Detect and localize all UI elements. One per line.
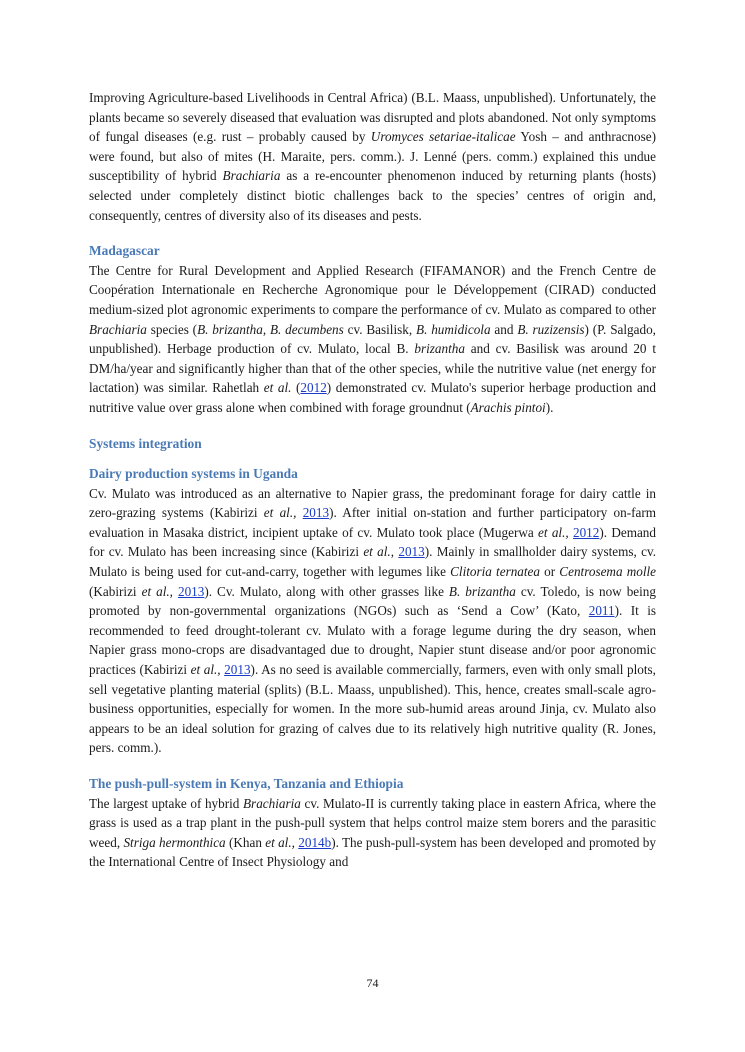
page-number: 74: [366, 976, 379, 990]
section-push-pull: [89, 774, 656, 872]
heading-push-pull: The push-pull-system in Kenya, Tanzania and Ethiopia: [89, 776, 404, 791]
push-pull-paragraph: The largest uptake of hybrid Brachiaria cv. Mulato-II is currently taking place in eastern Africa, where the grass is used as a trap plant in the push-pull system that helps control maize stem borers and the parasitic weed, Striga hermonthica (Khan et al., 2014b). The push-pull-system has been developed and promoted by the International Centre of Insect Physiology and: [89, 795, 656, 870]
citation-link[interactable]: 2013: [177, 583, 205, 599]
citation-link[interactable]: 2013: [398, 544, 425, 560]
uganda-paragraph: Cv. Mulato was introduced as an alternative to Napier grass, the predominant forage for dairy cattle in zero-grazing systems (Kabirizi et al., 2013). After initial on-station and further participatory on-farm evaluation in Masaka district, incipient uptake of cv. Mulato took place (Mugerwa et al., 2012). Demand for cv. Mulato has been increasing since (Kabirizi et al., 2013). Mainly in smallholder dairy systems, cv. Mulato is being used for cut-and-carry, together with legumes like Clitoria ternatea or Centrosema molle (Kabirizi et al., 2013). Cv. Mulato, along with other grasses like B. brizantha cv. Toledo, is now being promoted by non-governmental organizations (NGOs) such as ‘Send a Cow’ (Kato, 2011). It is recommended to feed drought-tolerant cv. Mulato with a forage legume during the dry season, when Napier grass mono-crops are disadvantaged due to drought, Napier stunt disease and/or poor agronomic practices (Kabirizi et al., 2013). As no seed is available commercially, farmers, even with only small plots, sell vegetative planting material (splits) (B.L. Maass, unpublished). This, hence, creates small-scale agro-business opportunities, especially for women. In the more sub-humid areas around Jinja, cv. Mulato also appears to be an ideal solution for grazing of calves due to its relatively high nutritive quality (R. Jones, pers. comm.).: [89, 485, 657, 756]
citation-link[interactable]: 2011: [588, 603, 615, 619]
madagascar-paragraph: The Centre for Rural Development and Applied Research (FIFAMANOR) and the French Centre de Coopération Internationale en Recherche Agronomique pour le Développement (CIRAD) conducted medium-sized plot agronomic experiments to compare the performance of cv. Mulato as compared to other Brachiaria species (B. brizantha, B. decumbens cv. Basilisk, B. humidicola and B. ruzizensis) (P. Salgado, unpublished). Herbage production of cv. Mulato, local B. brizantha and cv. Basilisk was around 20 t DM/ha/year and significantly higher than that of the other species, while the nutritive value (net energy for lactation) was similar. Rahetlah et al. (2012) demonstrated cv. Mulato's superior herbage production and nutritive value over grass alone when combined with forage groundnut (Arachis pintoi).: [89, 262, 656, 415]
citation-link[interactable]: 2013: [224, 662, 251, 678]
citation-link[interactable]: 2013: [302, 505, 330, 521]
heading-uganda: Dairy production systems in Uganda: [89, 466, 298, 482]
citation-link[interactable]: 2014b: [298, 834, 332, 850]
section-systems-integration: [89, 434, 656, 759]
intro-paragraph: Improving Agriculture-based Livelihoods in Central Africa) (B.L. Maass, unpublished). Unfortunately, the plants became so severely diseased that evaluation was disrupted and plots abandoned. Not only symptoms of fungal diseases (e.g. rust – probably caused by Uromyces setariae-italicae Yosh – and anthracnose) were found, but also of mites (H. Maraite, pers. comm.). J. Lenné (pers. comm.) explained this undue susceptibility of hybrid Brachiaria as a re-encounter phenomenon induced by returning plants (hosts) selected under completely distinct biotic challenges back to the species’ centres of origin and, consequently, centres of diversity also of its diseases and pests.: [89, 90, 656, 223]
citation-link[interactable]: 2012: [572, 524, 600, 540]
citation-link[interactable]: 2012: [300, 380, 327, 396]
heading-madagascar: Madagascar: [89, 243, 160, 259]
heading-systems-integration: Systems integration: [89, 435, 202, 451]
page-body: [89, 88, 656, 872]
section-madagascar: [89, 241, 656, 417]
